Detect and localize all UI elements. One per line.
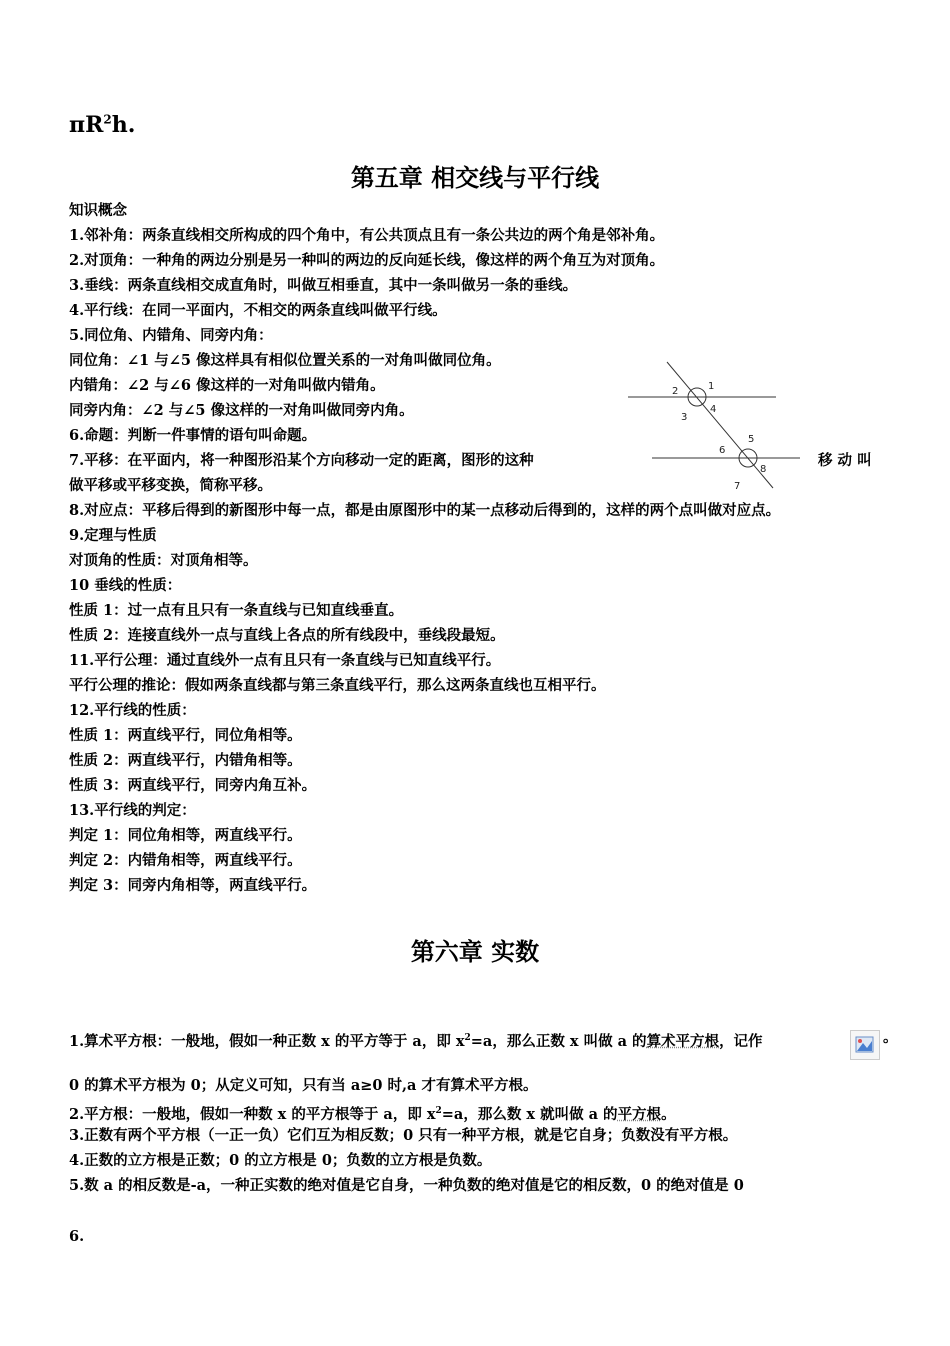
figure-label: 1 — [708, 381, 715, 392]
text-line: 5.数 a 的相反数是-a，一种正实数的绝对值是它自身，一种负数的绝对值是它的相反数，0 的绝对值是 0 — [69, 1177, 744, 1194]
text-line: 3.垂线：两条直线相交成直角时，叫做互相垂直，其中一条叫做另一条的垂线。 — [69, 277, 578, 294]
text-line: 性质 2：两直线平行，内错角相等。 — [69, 752, 302, 769]
text-line-end: 。 — [883, 1029, 898, 1046]
figure-label: 8 — [760, 464, 767, 475]
formula-heading: $\pi R^2h$. — [69, 112, 136, 138]
chapter6-title: 第六章 实数 — [410, 937, 540, 966]
figure-label: 3 — [681, 412, 688, 423]
figure-label: 2 — [672, 386, 679, 397]
text-line: 6.命题：判断一件事情的语句叫命题。 — [69, 427, 317, 444]
text-line: 同位角：∠1 与∠5 像这样具有相似位置关系的一对角叫做同位角。 — [69, 352, 501, 369]
text-line: 对顶角的性质：对顶角相等。 — [69, 552, 258, 569]
text-line: 1.算术平方根：一般地，假如一种正数 x 的平方等于 a，即 $x^2=a$，那么正数 x 叫做 a 的算术平方根，记作 — [69, 1032, 763, 1050]
text-line: 判定 2：内错角相等，两直线平行。 — [69, 852, 302, 869]
text-line: 3.正数有两个平方根（一正一负）它们互为相反数；0 只有一种平方根，就是它自身；负数没有平方根。 — [69, 1127, 738, 1144]
text-line: 做平移或平移变换，简称平移。 — [69, 477, 272, 494]
chapter5-title: 第五章 相交线与平行线 — [350, 163, 600, 192]
text-line: 11.平行公理：通过直线外一点有且只有一条直线与已知直线平行。 — [69, 652, 501, 669]
text-line: 6. — [69, 1228, 85, 1245]
text-line: 知识概念 — [69, 202, 127, 219]
text-line-tail: 移 动 叫 — [818, 452, 872, 469]
figure-label: 4 — [710, 404, 717, 415]
text-line: 2.平方根：一般地，假如一种数 x 的平方根等于 a，即 $x^2=a$，那么数 x 就叫做 a 的平方根。 — [69, 1105, 676, 1123]
text-line: 性质 1：过一点有且只有一条直线与已知直线垂直。 — [69, 602, 404, 619]
transversal-line — [667, 362, 773, 488]
text-line: 同旁内角：∠2 与∠5 像这样的一对角叫做同旁内角。 — [69, 402, 414, 419]
text-line: 1.邻补角：两条直线相交所构成的四个角中，有公共顶点且有一条公共边的两个角是邻补角。 — [69, 227, 665, 244]
broken-image-icon — [850, 1030, 880, 1060]
text-line: 10 垂线的性质： — [69, 577, 182, 594]
text-line: 性质 1：两直线平行，同位角相等。 — [69, 727, 302, 744]
text-line: 12.平行线的性质： — [69, 702, 196, 719]
figure-label: 6 — [719, 445, 726, 456]
text-line: 判定 3：同旁内角相等，两直线平行。 — [69, 877, 317, 894]
text-line: 2.对顶角：一种角的两边分别是另一种叫的两边的反向延长线，像这样的两个角互为对顶角。 — [69, 252, 665, 269]
text-line: 0 的算术平方根为 0；从定义可知，只有当 a≥0 时,a 才有算术平方根。 — [69, 1077, 538, 1094]
text-line: 平行公理的推论：假如两条直线都与第三条直线平行，那么这两条直线也互相平行。 — [69, 677, 606, 694]
text-line: 性质 3：两直线平行，同旁内角互补。 — [69, 777, 317, 794]
text-line: 内错角：∠2 与∠6 像这样的一对角叫做内错角。 — [69, 377, 385, 394]
text-line: 7.平移：在平面内，将一种图形沿某个方向移动一定的距离，图形的这种 — [69, 452, 534, 469]
text-line: 判定 1：同位角相等，两直线平行。 — [69, 827, 302, 844]
text-line: 4.正数的立方根是正数；0 的立方根是 0；负数的立方根是负数。 — [69, 1152, 492, 1169]
figure-label: 7 — [734, 481, 741, 492]
text-line: 13.平行线的判定： — [69, 802, 196, 819]
text-line: 4.平行线：在同一平面内，不相交的两条直线叫做平行线。 — [69, 302, 447, 319]
text-line: 性质 2：连接直线外一点与直线上各点的所有线段中，垂线段最短。 — [69, 627, 505, 644]
text-line: 5.同位角、内错角、同旁内角： — [69, 327, 273, 344]
text-line: 8.对应点：平移后得到的新图形中每一点，都是由原图形中的某一点移动后得到的，这样的两个点叫做对应点。 — [69, 502, 781, 519]
angles-figure — [622, 360, 812, 495]
figure-label: 5 — [748, 434, 755, 445]
text-line: 9.定理与性质 — [69, 527, 157, 544]
